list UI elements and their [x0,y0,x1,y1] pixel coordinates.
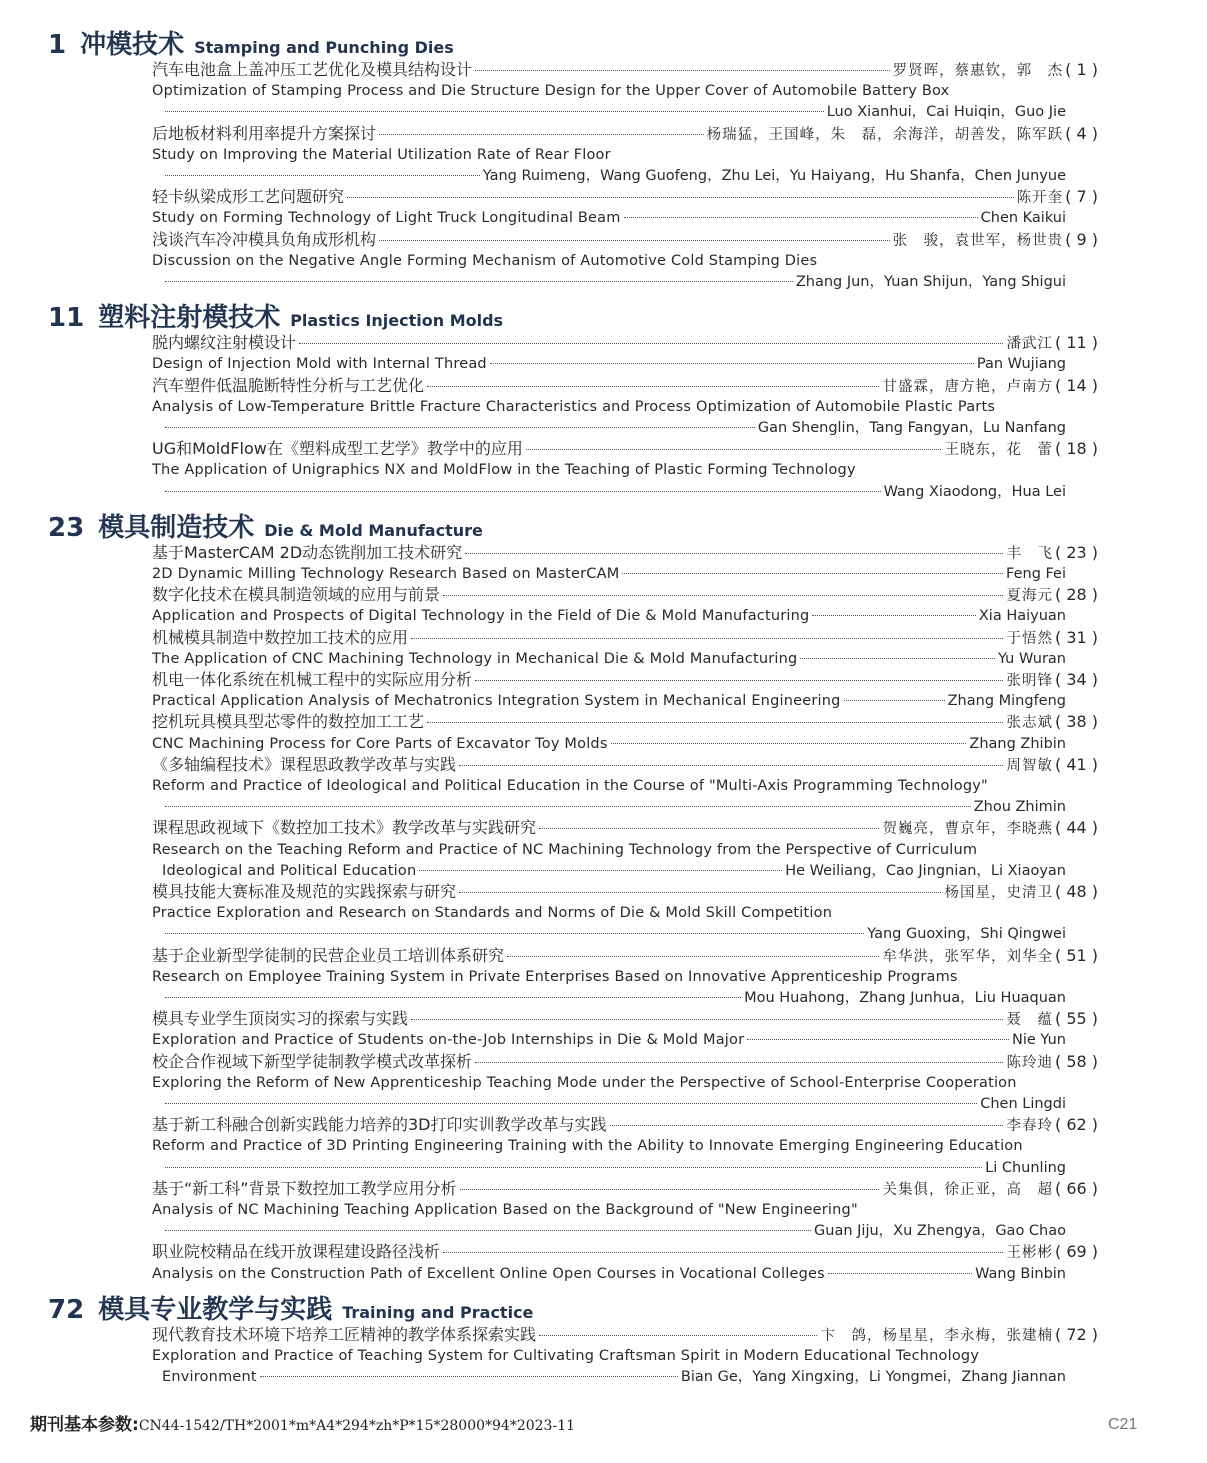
article-page: ( 48 ) [1054,882,1098,901]
article-title-en: Reform and Practice of Ideological and Political Education in the Course of "Multi-Axis Programming Technology" [152,778,988,794]
dot-leader [419,870,782,871]
entry-en-title-line [152,967,1106,987]
article-title-en: The Application of CNC Machining Technology in Mechanical Die & Mold Manufacturing [152,650,798,667]
article-authors-en: Nie Yun [1012,1032,1066,1049]
article-title-cn: 校企合作视域下新型学徒制教学模式改革探析 [152,1051,473,1071]
entry-en-author-line [162,861,1066,881]
article-page: ( 14 ) [1054,375,1098,395]
article-title-cn: 浅谈汽车冷冲模具负角成形机构 [152,229,377,249]
entry-en-author-line [162,1094,1066,1114]
article-title-cn: 模具技能大赛标准及规范的实践探索与研究 [152,882,457,901]
entry-en-title-line [152,840,1106,860]
entry-en-title-line [152,145,1106,165]
article-authors-en: Pan Wujiang [976,356,1066,373]
article-authors-en: Chen Lingdi [980,1096,1066,1112]
dot-leader [539,828,879,829]
entry-en-author-line [162,482,1066,502]
article-title-en: Exploring the Reform of New Apprenticeship Teaching Mode under the Perspective of School-Enterprise Cooperation [152,1074,1017,1091]
entry-cn-line [152,628,1098,648]
dot-leader [465,553,1003,554]
article-page: ( 72 ) [1054,1324,1098,1344]
article-authors-en: Zhang Zhibin [969,735,1066,752]
section-title-cn: 冲模技术 [80,30,185,60]
dot-leader [427,386,879,387]
article-title-en: Practice Exploration and Research on Standards and Norms of Die & Mold Skill Competition [152,905,833,922]
article-page: ( 11 ) [1054,333,1098,353]
article-title-cn: 挖机玩具模具型芯零件的数控加工工艺 [152,712,425,732]
article-title-en: Exploration and Practice of Students on-the-Job Internships in Die & Mold Major [152,1032,745,1049]
entry-cn-line [152,755,1098,775]
article-page: ( 34 ) [1054,670,1098,689]
entry-en-title-line [152,81,1106,101]
article-authors-cn: 聂 蕴 [1006,1012,1053,1029]
article-page: ( 1 ) [1065,60,1098,79]
entry-cn-line [152,230,1098,250]
article-authors-cn: 李春玲 [1006,1118,1053,1135]
article-title-cn: 基于MasterCAM 2D动态铣削加工技术研究 [152,542,463,562]
dot-leader [611,743,967,744]
article-title-cn: 机械模具制造中数控加工技术的应用 [152,627,409,647]
dot-leader [165,997,741,998]
dot-leader [165,1103,977,1104]
dot-leader [460,1189,880,1190]
dot-leader [844,700,945,701]
article-authors-cn: 卞 鸽，杨星星，李永梅，张建楠 [820,1327,1053,1344]
article-page: ( 55 ) [1054,1009,1098,1029]
dot-leader [165,281,793,282]
dot-leader [622,573,1003,574]
article-title-en: Reform and Practice of 3D Printing Engineering Training with the Ability to Innovate Emerging Engineering Education [152,1138,1023,1155]
entry-en-author-line [162,1221,1066,1241]
article-authors-en: Li Chunling [985,1159,1066,1176]
dot-leader [475,70,890,71]
article-page: ( 7 ) [1065,187,1098,207]
entry-cn-line [152,376,1098,396]
article-title-en: Application and Prospects of Digital Technology in the Field of Die & Mold Manufacturing [152,608,810,625]
entry-en-author-line [162,418,1066,438]
dot-leader [411,1019,1003,1020]
entry-en-line [152,1264,1066,1284]
article-title-cn: UG和MoldFlow在《塑料成型工艺学》教学中的应用 [152,439,523,459]
dot-leader [459,765,1003,766]
journal-parameters-value: CN44-1542/TH*2001*m*A4*294*zh*P*15*28000*94*2023-11 [138,1418,576,1434]
article-title-cn: 汽车电池盒上盖冲压工艺优化及模具结构设计 [152,60,473,79]
article-page: ( 69 ) [1054,1242,1098,1262]
page-number: C21 [1108,1416,1138,1433]
section-title-en: Plastics Injection Molds [290,311,504,331]
dot-leader [526,449,942,450]
entry-en-line [152,1030,1066,1050]
article-title-en: Design of Injection Mold with Internal Thread [152,356,487,373]
section-heading [48,24,454,61]
entry-en-author-line [162,102,1066,122]
article-authors-en: He Weiliang，Cao Jingnian，Li Xiaoyan [785,862,1066,879]
dot-leader [411,638,1003,639]
section-page-number: 72 [48,1294,85,1325]
article-title-en: Research on the Teaching Reform and Practice of NC Machining Technology from the Perspective of Curriculum [152,841,978,858]
article-title-en: Analysis on the Construction Path of Excellent Online Open Courses in Vocational Colleges [152,1265,825,1282]
section-page-number: 1 [48,30,67,60]
dot-leader [165,933,864,934]
dot-leader [539,1335,817,1336]
section-heading [48,507,483,544]
entry-en-line [152,606,1066,626]
article-title-en: Analysis of Low-Temperature Brittle Fracture Characteristics and Process Optimization of Automobile Plastic Parts [152,398,996,415]
entry-en-author-line [162,1158,1066,1178]
article-title-en: Practical Application Analysis of Mechatronics Integration System in Mechanical Engineering [152,693,841,710]
dot-leader [165,491,881,492]
dot-leader [475,1062,1003,1063]
article-authors-en: Wang Xiaodong，Hua Lei [883,483,1066,500]
article-page: ( 58 ) [1054,1051,1098,1071]
article-authors-en: Gan Shenglin，Tang Fangyan，Lu Nanfang [757,420,1066,436]
entry-cn-line [152,439,1098,459]
entry-cn-line [152,124,1098,144]
dot-leader [490,363,974,364]
article-page: ( 51 ) [1054,945,1098,965]
entry-en-author-line [162,797,1066,817]
article-authors-cn: 关集俱，徐正亚，高 超 [882,1181,1053,1198]
article-authors-cn: 张志斌 [1006,715,1053,732]
section-title-cn: 模具专业教学与实践 [98,1294,333,1325]
dot-leader [427,722,1003,723]
dot-leader [443,595,1003,596]
dot-leader [165,427,755,428]
dot-leader [624,217,978,218]
article-page: ( 23 ) [1054,542,1098,562]
article-authors-en: Xia Haiyuan [978,608,1066,625]
article-authors-en: Chen Kaikui [980,210,1066,227]
article-authors-cn: 张明锋 [1006,673,1053,689]
article-title-cn: 轻卡纵梁成形工艺问题研究 [152,187,345,207]
section-heading [48,1289,533,1326]
entry-cn-line [152,712,1098,732]
entry-en-author-line [162,924,1066,944]
article-authors-en: Zhang Mingfeng [947,693,1066,710]
dot-leader [443,1252,1003,1253]
article-title-cn: 职业院校精品在线开放课程建设路径浅析 [152,1242,441,1262]
article-authors-en: Yang Guoxing，Shi Qingwei [867,926,1066,943]
entry-cn-line [152,585,1098,605]
article-title-cn: 后地板材料利用率提升方案探讨 [152,123,377,143]
section-page-number: 11 [48,303,85,334]
article-title-cn: 汽车塑件低温脆断特性分析与工艺优化 [152,375,425,395]
section-title-cn: 塑料注射模技术 [98,303,281,334]
dot-leader [459,892,941,893]
article-title-en: Study on Improving the Material Utilization Rate of Rear Floor [152,146,611,163]
entry-cn-line [152,670,1098,690]
article-title-cn: 机电一体化系统在机械工程中的实际应用分析 [152,670,473,689]
article-authors-cn: 贺巍亮，曹京年，李晓燕 [882,821,1053,838]
dot-leader [379,134,704,135]
entry-en-author-line [162,166,1066,186]
entry-en-line [152,354,1066,374]
entry-cn-line [152,882,1098,902]
article-title-en: Exploration and Practice of Teaching System for Cultivating Craftsman Spirit in Modern Educational Technology [152,1348,980,1364]
article-title-cn: 基于“新工科”背景下数控加工教学应用分析 [152,1178,457,1198]
article-page: ( 41 ) [1054,754,1098,774]
entry-en-author-line [162,1367,1066,1387]
entry-cn-line [152,187,1098,207]
section-title-en: Stamping and Punching Dies [194,38,454,57]
dot-leader [610,1125,1004,1126]
article-page: ( 66 ) [1054,1178,1098,1198]
entry-en-line [152,691,1066,711]
entry-en-line [152,649,1066,669]
article-authors-cn: 牟华洪，张军华，刘华全 [882,948,1053,965]
article-authors-en: Yu Wuran [997,650,1066,667]
article-authors-cn: 夏海元 [1006,588,1053,605]
article-page: ( 9 ) [1065,229,1098,249]
article-authors-cn: 王彬彬 [1006,1245,1053,1262]
article-authors-en: Yang Ruimeng，Wang Guofeng，Zhu Lei，Yu Haiyang，Hu Shanfa，Chen Junyue [482,168,1066,184]
entry-en-title-line [152,1073,1106,1093]
article-authors-cn: 张 骏，袁世军，杨世贵 [892,232,1064,249]
dot-leader [165,111,824,112]
article-page: ( 4 ) [1065,123,1098,143]
dot-leader [347,197,1014,198]
entry-en-author-line [162,988,1066,1008]
article-title-en-continued: Ideological and Political Education [162,862,417,879]
dot-leader [260,1376,678,1377]
article-title-cn: 《多轴编程技术》课程思政教学改革与实践 [152,754,457,774]
article-authors-en: Mou Huahong，Zhang Junhua，Liu Huaquan [744,990,1066,1006]
article-authors-en: Zhang Jun，Yuan Shijun，Yang Shigui [795,274,1066,290]
article-authors-cn: 陈玲迪 [1006,1054,1053,1071]
dot-leader [299,343,1003,344]
entry-cn-line [152,946,1098,966]
article-title-en: Discussion on the Negative Angle Forming Mechanism of Automotive Cold Stamping Dies [152,252,818,269]
dot-leader [507,956,879,957]
dot-leader [165,1230,811,1231]
entry-en-title-line [152,1200,1106,1220]
article-authors-cn: 陈开奎 [1016,190,1064,207]
article-authors-cn: 王晓东，花 蕾 [944,442,1053,459]
article-authors-cn: 罗贤晖，蔡惠钦，郭 杰 [892,63,1064,79]
article-title-cn: 现代教育技术环境下培养工匠精神的教学体系探索实践 [152,1324,537,1344]
article-title-cn: 基于新工科融合创新实践能力培养的3D打印实训教学改革与实践 [152,1115,607,1135]
article-title-en: 2D Dynamic Milling Technology Research Based on MasterCAM [152,566,620,582]
article-title-cn: 脱内螺纹注射模设计 [152,333,297,353]
section-title-cn: 模具制造技术 [98,512,255,543]
article-title-en: Research on Employee Training System in Private Enterprises Based on Innovative Apprenticeship Programs [152,968,958,985]
section-page-number: 23 [48,512,85,543]
dot-leader [379,240,890,241]
entry-cn-line [152,333,1098,353]
article-authors-cn: 甘盛霖，唐方艳，卢南方 [882,378,1053,395]
article-authors-cn: 杨瑞猛，王国峰，朱 磊，余海洋，胡善发，陈军跃 [706,126,1064,143]
article-title-en: The Application of Unigraphics NX and MoldFlow in the Teaching of Plastic Forming Technology [152,462,856,479]
section-heading [48,297,503,334]
article-authors-en: Wang Binbin [975,1265,1066,1282]
article-page: ( 44 ) [1054,818,1098,838]
article-authors-cn: 于悟然 [1006,630,1053,647]
article-page: ( 31 ) [1054,627,1098,647]
entry-en-line [152,564,1066,584]
article-authors-cn: 潘武江 [1006,336,1053,353]
entry-cn-line [152,543,1098,563]
entry-cn-line [152,1325,1098,1345]
entry-en-title-line [152,776,1106,796]
article-authors-en: Feng Fei [1006,566,1066,582]
article-page: ( 38 ) [1054,712,1098,732]
article-title-en: Study on Forming Technology of Light Truck Longitudinal Beam [152,210,621,227]
entry-en-line [152,734,1066,754]
dot-leader [165,175,480,176]
entry-cn-line [152,1052,1098,1072]
article-title-en: Analysis of NC Machining Teaching Application Based on the Background of "New Engineering" [152,1202,858,1218]
article-authors-en: Guan Jiju，Xu Zhengya，Gao Chao [814,1223,1066,1240]
article-authors-cn: 杨国星，史清卫 [944,885,1053,901]
dot-leader [828,1273,972,1274]
article-authors-en: Zhou Zhimin [973,799,1066,816]
article-authors-cn: 周智敏 [1006,757,1053,774]
entry-en-title-line [152,1136,1106,1156]
section-title-en: Training and Practice [342,1302,534,1322]
dot-leader [165,806,971,807]
article-title-en: CNC Machining Process for Core Parts of Excavator Toy Molds [152,735,608,752]
entry-cn-line [152,818,1098,838]
entry-en-title-line [152,251,1106,271]
article-title-cn: 基于企业新型学徒制的民营企业员工培训体系研究 [152,945,505,965]
article-title-cn: 数字化技术在模具制造领域的应用与前景 [152,585,441,605]
article-title-en: Optimization of Stamping Process and Die Structure Design for the Upper Cover of Automobile Battery Box [152,83,950,100]
article-page: ( 18 ) [1054,439,1098,459]
entry-en-title-line [152,903,1106,923]
entry-en-title-line [152,397,1106,417]
dot-leader [800,658,995,659]
dot-leader [475,680,1003,681]
entry-en-author-line [162,272,1066,292]
entry-en-line [152,208,1066,228]
dot-leader [165,1167,982,1168]
article-page: ( 28 ) [1054,585,1098,605]
section-title-en: Die & Mold Manufacture [264,520,483,540]
entry-cn-line [152,1242,1098,1262]
article-page: ( 62 ) [1054,1115,1098,1135]
article-title-en-continued: Environment [162,1369,257,1386]
entry-en-title-line [152,460,1106,480]
entry-cn-line [152,1115,1098,1135]
dot-leader [812,615,975,616]
article-title-cn: 模具专业学生顶岗实习的探索与实践 [152,1009,409,1029]
journal-parameters-label: 期刊基本参数: [30,1415,139,1435]
entry-cn-line [152,1009,1098,1029]
journal-parameters [30,1410,575,1435]
entry-cn-line [152,1179,1098,1199]
entry-cn-line [152,60,1098,80]
article-title-cn: 课程思政视域下《数控加工技术》教学改革与实践研究 [152,818,537,838]
article-authors-en: Luo Xianhui，Cai Huiqin，Guo Jie [826,104,1066,121]
article-authors-cn: 丰 飞 [1006,545,1053,562]
entry-en-title-line [152,1346,1106,1366]
dot-leader [747,1039,1009,1040]
article-authors-en: Bian Ge，Yang Xingxing，Li Yongmei，Zhang Jiannan [680,1369,1066,1386]
